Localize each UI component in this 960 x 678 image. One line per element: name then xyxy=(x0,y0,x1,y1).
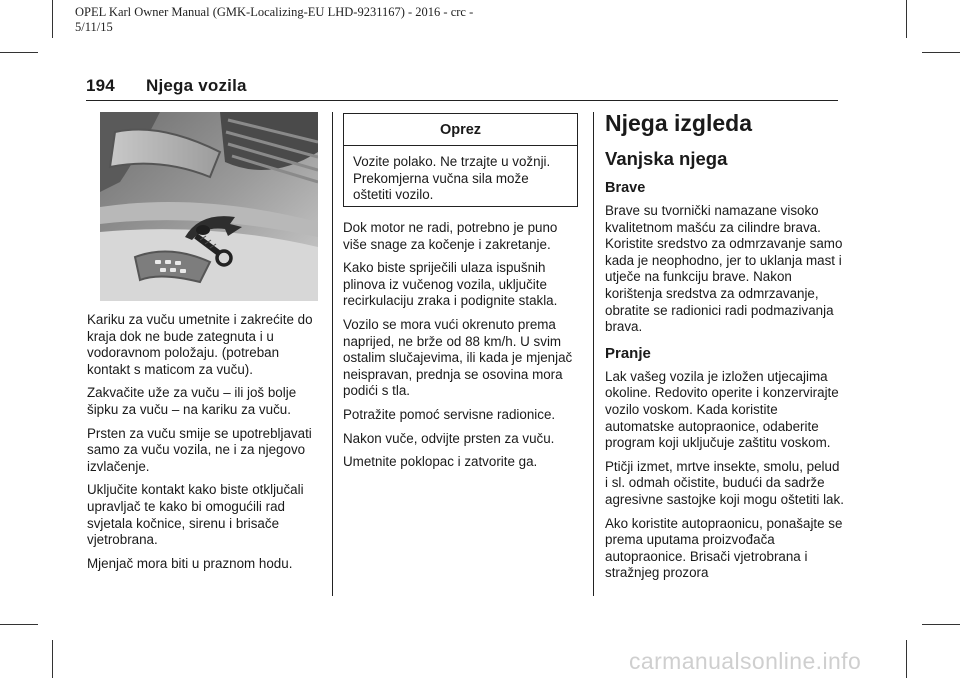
paragraph: Potražite pomoć servisne radionice. xyxy=(343,406,556,422)
crop-mark xyxy=(0,52,38,53)
heading-rule xyxy=(86,100,838,101)
column-3 xyxy=(605,110,845,589)
tow-eye-illustration xyxy=(100,112,318,301)
paragraph: Dok motor ne radi, potrebno je puno više snage za kočenje i zakretanje. xyxy=(343,220,558,252)
column-2 xyxy=(343,220,583,478)
crop-mark xyxy=(906,0,907,38)
crop-mark xyxy=(0,624,38,625)
crop-mark xyxy=(906,640,907,678)
column-separator xyxy=(332,112,333,596)
caution-title: Oprez xyxy=(344,114,577,146)
topic-heading-pranje: Pranje xyxy=(605,344,651,362)
column-1 xyxy=(87,312,319,579)
tow-eye-photo xyxy=(100,112,318,301)
paragraph: Brave su tvornički namazane visoko kvalitetnom mašću za cilindre brava. Koristite sredstvo za odmrzavanje samo kada je neophodno, jer to uklanja mast i utječe na funkciju brave. Nakon korištenja sredstva za odmrzavanje, obratite se radionici radi podmazivanja brava. xyxy=(605,203,843,335)
page-heading xyxy=(86,76,247,96)
section-heading: Njega izgleda xyxy=(605,110,752,136)
page-title: Njega vozila xyxy=(146,76,247,95)
paragraph: Prsten za vuču smije se upotrebljavati samo za vuču vozila, ne i za njegovo izvlačenje. xyxy=(87,425,312,474)
caution-text: Vozite polako. Ne trzajte u vožnji. Prekomjerna vučna sila može oštetiti vozilo. xyxy=(353,154,551,203)
paragraph: Nakon vuče, odvijte prsten za vuču. xyxy=(343,430,555,446)
paragraph: Umetnite poklopac i zatvorite ga. xyxy=(343,454,538,470)
watermark: carmanualsonline.info xyxy=(629,648,862,674)
paragraph: Kako biste spriječili ulaza ispušnih plinova iz vučenog vozila, uključite recirkulaciju zraka i podignite stakla. xyxy=(343,260,558,309)
caution-box xyxy=(343,113,578,207)
subsection-heading: Vanjska njega xyxy=(605,148,728,169)
document-header xyxy=(75,5,515,35)
crop-mark xyxy=(52,640,53,678)
document-header-line-2: 5/11/15 xyxy=(75,20,113,34)
paragraph: Kariku za vuču umetnite i zakrećite do kraja dok ne bude zategnuta i u vodoravnom položaju. (potreban kontakt s maticom za vuču). xyxy=(87,312,313,377)
crop-mark xyxy=(922,624,960,625)
crop-mark xyxy=(922,52,960,53)
paragraph: Zakvačite uže za vuču – ili još bolje šipku za vuču – na kariku za vuču. xyxy=(87,385,297,417)
paragraph: Vozilo se mora vući okrenuto prema naprijed, ne brže od 88 km/h. U svim ostalim slučajevima, ili kada je mjenjač neispravan, prednja se osovina mora podići s tla. xyxy=(343,316,573,399)
column-separator xyxy=(593,112,594,596)
document-header-line-1: OPEL Karl Owner Manual (GMK-Localizing-EU LHD-9231167) - 2016 - crc - xyxy=(75,5,474,19)
paragraph: Mjenjač mora biti u praznom hodu. xyxy=(87,555,293,571)
paragraph: Lak vašeg vozila je izložen utjecajima okoline. Redovito operite i konzervirajte vozilo voskom. Kada koristite automatske autopraonice, odaberite program koji uključuje zaštitu voskom. xyxy=(605,368,839,451)
page-number: 194 xyxy=(86,76,115,95)
paragraph: Uključite kontakt kako biste otključali upravljač te kako bi omogućili rad svjetala kočnice, sirenu i brisače vjetrobrana. xyxy=(87,482,304,548)
crop-mark xyxy=(52,0,53,38)
paragraph: Ako koristite autopraonicu, ponašajte se prema uputama proizvođača autopraonice. Brisači vjetrobrana i stražnjeg prozora xyxy=(605,515,843,581)
paragraph: Ptičji izmet, mrtve insekte, smolu, pelud i sl. odmah očistite, budući da sadrže agresivne sastojke koji mogu oštetiti lak. xyxy=(605,458,844,507)
topic-heading-brave: Brave xyxy=(605,180,646,196)
